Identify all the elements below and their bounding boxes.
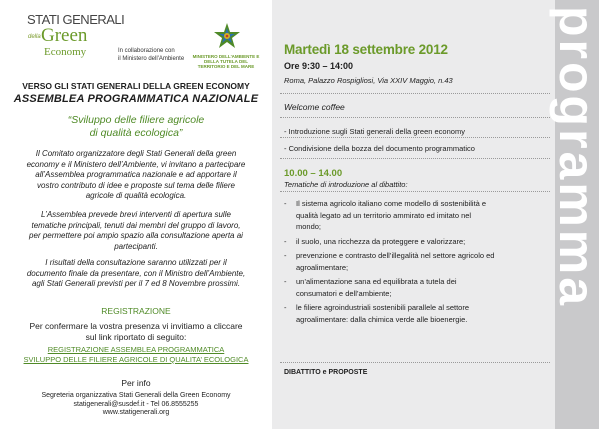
divider xyxy=(280,137,550,138)
results-paragraph xyxy=(0,258,272,290)
agenda-sharing: - Condivisione della bozza del documento programmatico xyxy=(284,144,475,153)
p2-line: tematiche principali, tenuti dai membri del gruppo di lavoro, xyxy=(31,220,241,230)
topic-line: il suolo, una ricchezza da proteggere e valorizzare; xyxy=(296,236,466,246)
info-heading: Per info xyxy=(121,378,151,388)
ministry-star-icon xyxy=(212,22,242,50)
welcome-coffee: Welcome coffee xyxy=(284,102,345,112)
list-dash: - xyxy=(284,251,287,260)
subtitle-line-1: “Sviluppo delle filiere agricole xyxy=(67,114,205,126)
topic-line: agroalimentare: dalla chimica verde alle bioenergie. xyxy=(296,314,468,324)
collab-line1: In collaborazione con xyxy=(118,48,175,54)
topic-line: consumatori e dell’ambiente; xyxy=(296,288,392,298)
p2-line: L’Assemblea prevede brevi interventi di apertura sulle xyxy=(41,210,231,219)
p2-line: per permettere poi ampio spazio alla consultazione aperta ai xyxy=(29,231,243,240)
event-venue: Roma, Palazzo Rospigliosi, Via XXIV Maggio, n.43 xyxy=(284,76,453,85)
divider xyxy=(280,191,550,192)
registration-heading: REGISTRAZIONE xyxy=(101,306,171,316)
p3-line: I risultati della consultazione saranno utilizzati per il xyxy=(45,258,227,267)
list-item xyxy=(284,198,556,233)
divider xyxy=(280,158,550,159)
list-dash: - xyxy=(284,236,287,246)
logo-economy: Economy xyxy=(44,46,87,58)
contact-email-phone[interactable]: statigenerali@susdef.it - Tel 06.8555255 xyxy=(73,400,199,408)
logo-green: Green xyxy=(41,25,88,46)
confirm-text xyxy=(0,321,272,343)
collab-line2: il Ministero dell'Ambiente xyxy=(118,56,185,62)
collaboration-note xyxy=(118,47,184,63)
p1-line: economy e il Ministero dell’Ambiente, vi invitano a partecipare xyxy=(26,159,246,169)
debate-heading: DIBATTITO e PROPOSTE xyxy=(284,369,368,376)
secretariat-line: Segreteria organizzativa Stati Generali della Green Economy xyxy=(41,392,231,399)
logo-della: della xyxy=(28,34,41,40)
topic-line: mondo; xyxy=(296,222,322,231)
registration-link-line-1[interactable]: REGISTRAZIONE ASSEMBLEA PROGRAMMATICA xyxy=(47,345,225,354)
agenda-intro: - Introduzione sugli Stati generali della green economy xyxy=(284,127,465,136)
assembly-paragraph xyxy=(0,210,272,252)
topic-line: qualità legato ad un territorio ammirato ed imitato nel xyxy=(296,210,472,220)
registration-link-line-2[interactable]: SVILUPPO DELLE FILIERE AGRICOLE DI QUALITA’ ECOLOGICA xyxy=(23,354,249,364)
list-dash: - xyxy=(284,199,287,208)
list-item xyxy=(284,302,556,325)
divider xyxy=(280,117,550,118)
invitation-paragraph xyxy=(0,149,272,202)
p3-line: documento finale da presentare, con il Ministro dell’Ambiente, xyxy=(26,268,246,278)
topic-line: agroalimentare; xyxy=(296,262,349,272)
ministry-logo xyxy=(190,22,260,82)
divider xyxy=(280,93,550,94)
p1-line: all’Assemblea programmatica nazionale e ad apportare il xyxy=(35,170,237,179)
list-item xyxy=(284,236,556,248)
topic-line: prevenzione e contrasto dell’illegalità nel settore agricolo ed xyxy=(296,251,495,260)
subtitle-line-2: di qualità ecologica” xyxy=(89,127,183,139)
stati-generali-logo xyxy=(27,12,125,68)
topics-list xyxy=(284,198,556,328)
topic-line: Il sistema agricolo italiano come modello di sostenibilità e xyxy=(296,199,487,208)
ministry-name: MINISTERO DELL'AMBIENTE E DELLA TUTELA DEL TERRITORIO E DEL MARE xyxy=(192,54,260,69)
list-item xyxy=(284,276,556,299)
p1-line: Il Comitato organizzatore degli Stati Generali della green xyxy=(35,149,237,158)
website-link[interactable]: www.statigenerali.org xyxy=(102,409,170,416)
topic-line: un’alimentazione sana ed equilibrata a tutela dei xyxy=(296,277,457,286)
registration-link[interactable] xyxy=(0,345,272,364)
topic-line: le filiere agroindustriali sostenibili parallele al settore xyxy=(296,303,470,312)
subtitle xyxy=(0,114,272,140)
confirm-line-1: Per confermare la vostra presenza vi invitiamo a cliccare xyxy=(29,321,243,331)
divider xyxy=(280,362,550,363)
program-band-title: programma xyxy=(549,6,605,309)
verso-heading: VERSO GLI STATI GENERALI DELLA GREEN ECONOMY xyxy=(22,81,250,91)
left-column xyxy=(0,0,272,429)
list-dash: - xyxy=(284,277,287,286)
list-item xyxy=(284,250,556,273)
topics-heading: Tematiche di introduzione al dibattito: xyxy=(284,180,408,189)
confirm-line-2: sul link riportato di seguito: xyxy=(85,332,187,342)
contact-info xyxy=(0,392,272,418)
list-dash: - xyxy=(284,303,287,312)
logo-title: STATI GENERALI xyxy=(27,12,125,27)
program-band xyxy=(549,0,605,429)
session-time: 10.00 – 14.00 xyxy=(284,168,343,179)
p1-line: agricole di qualità ecologica. xyxy=(85,191,187,200)
p3-line: agli Stati Generali previsti per il 7 ed 8 Novembre prossimi. xyxy=(31,279,241,288)
assemblea-title: ASSEMBLEA PROGRAMMATICA NAZIONALE xyxy=(13,93,259,105)
event-hours: Ore 9:30 – 14:00 xyxy=(284,61,354,71)
event-date: Martedì 18 settembre 2012 xyxy=(284,42,448,57)
p1-line: vostro contributo di idee e proposte sul tema delle filiere xyxy=(37,180,235,190)
p2-line: partecipanti. xyxy=(114,241,158,251)
